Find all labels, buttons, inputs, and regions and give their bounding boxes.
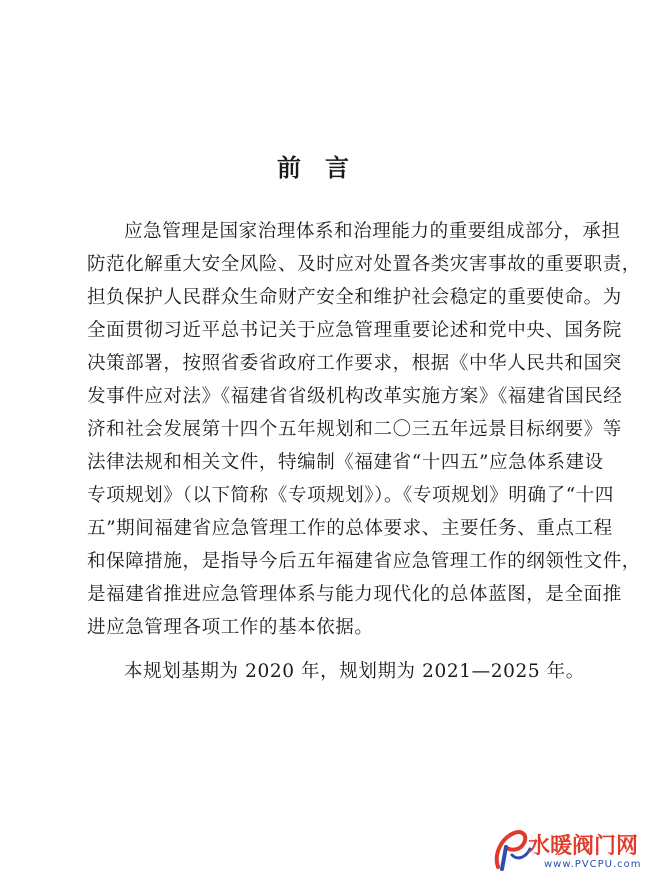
- pvcpu-logo-icon: [492, 827, 532, 873]
- site-watermark: [488, 825, 650, 882]
- text-line: 和保障措施，是指导今后五年福建省应急管理工作的纲领性文件，: [87, 551, 641, 572]
- text-line: 济和社会发展第十四个五年规划和二〇三五年远景目标纲要》等: [87, 419, 622, 440]
- text-line: 全面贯彻习近平总书记关于应急管理重要论述和党中央、国务院: [87, 320, 622, 341]
- text-line: 法律法规和相关文件，特编制《福建省“十四五”应急体系建设: [87, 452, 604, 473]
- page-title: 前言: [277, 154, 373, 182]
- text-line: 应急管理是国家治理体系和治理能力的重要组成部分，承担: [124, 221, 621, 242]
- text-line: 五”期间福建省应急管理工作的总体要求、主要任务、重点工程: [87, 518, 613, 539]
- text-line: 专项规划》（以下简称《专项规划》）。《专项规划》明确了“十四: [87, 485, 614, 506]
- paragraph-planning-period: 本规划基期为 2020 年，规划期为 2021—2025 年。: [124, 661, 585, 682]
- text-line: 决策部署，按照省委省政府工作要求，根据《中华人民共和国突: [87, 353, 622, 374]
- preface-body: [87, 215, 641, 688]
- text-line: 进应急管理各项工作的基本依据。: [87, 617, 374, 638]
- text-line: 防范化解重大安全风险、及时应对处置各类灾害事故的重要职责，: [87, 254, 641, 275]
- text-line: 担负保护人民群众生命财产安全和维护社会稳定的重要使命。为: [87, 287, 622, 308]
- text-line: 是福建省推进应急管理体系与能力现代化的总体蓝图，是全面推: [87, 584, 622, 605]
- watermark-url: www.PVCPU.com: [544, 859, 642, 870]
- watermark-title: 水暖阀门网: [528, 834, 639, 859]
- text-line: 发事件应对法》《福建省省级机构改革实施方案》《福建省国民经: [87, 386, 623, 407]
